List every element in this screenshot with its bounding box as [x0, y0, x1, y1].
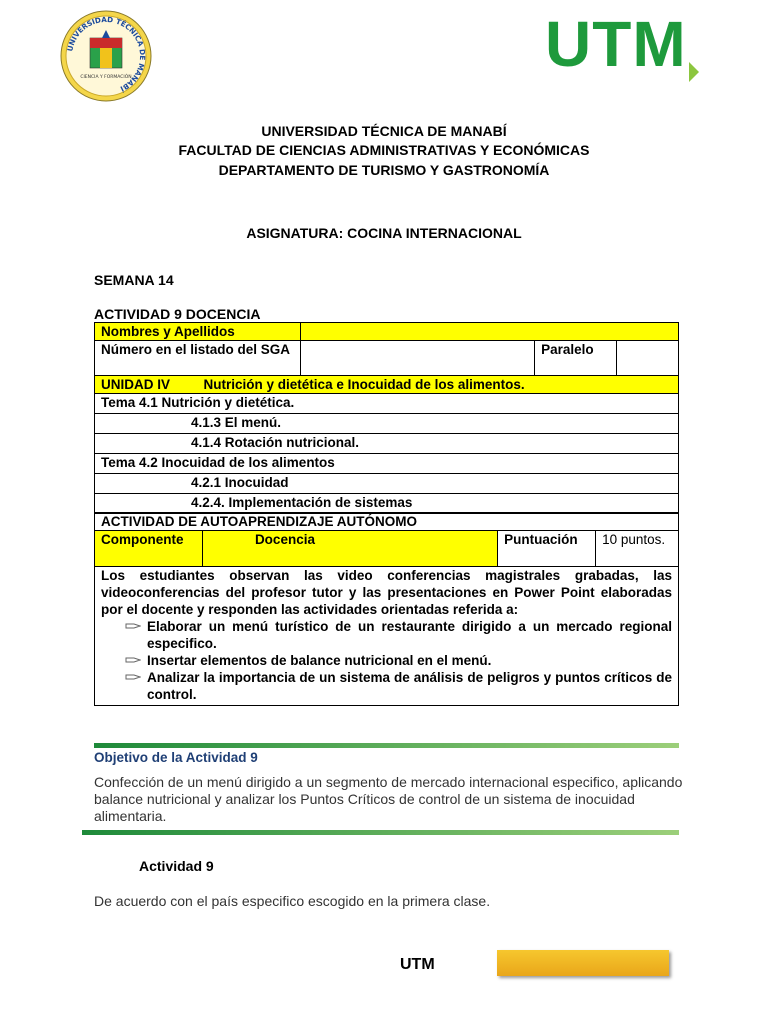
subtopic-row: 4.2.1 Inocuidad [95, 474, 679, 494]
utm-logo-text: UTM [545, 8, 687, 80]
subtopic-row: 4.1.3 El menú. [95, 414, 679, 434]
names-label: Nombres y Apellidos [95, 323, 301, 341]
objective-title: Objetivo de la Actividad 9 [94, 750, 258, 765]
activity-description: Los estudiantes observan las video conferencias magistrales grabadas, las videoconferencias del profesor tutor y las presentaciones en Power Point elaboradas por el docente y responden las actividades orientadas referida a: [101, 568, 672, 617]
score-label: Puntuación [498, 531, 596, 567]
seal-bottom-text: CIENCIA Y FORMACIÓN [80, 75, 132, 80]
pointing-hand-icon [125, 621, 141, 631]
utm-logo [545, 8, 705, 84]
week-label: SEMANA 14 [94, 272, 174, 288]
subtopic-row: 4.2.4. Implementación de sistemas [95, 494, 679, 514]
pointing-hand-icon [125, 672, 141, 682]
names-field[interactable] [300, 323, 678, 341]
unit-table [94, 375, 679, 514]
autonomous-title: ACTIVIDAD DE AUTOAPRENDIZAJE AUTÓNOMO [95, 513, 679, 531]
subtopic-row: 4.1.4 Rotación nutricional. [95, 434, 679, 454]
faculty-name: FACULTAD DE CIENCIAS ADMINISTRATIVAS Y ECONÓMICAS [178, 142, 590, 158]
seal-ring-text: UNIVERSIDAD TÉCNICA DE MANABÍ [65, 14, 148, 94]
number-label: Número en el listado del SGA [95, 341, 301, 376]
bullet-text: Elaborar un menú turístico de un restaurante dirigido a un mercado regional especifico. [147, 619, 672, 651]
unit-row [95, 376, 679, 394]
pointing-hand-icon [125, 655, 141, 665]
university-name: UNIVERSIDAD TÉCNICA DE MANABÍ [261, 123, 507, 139]
topic-row: Tema 4.1 Nutrición y dietética. [95, 394, 679, 414]
autonomous-activity-table [94, 512, 679, 706]
footer-bar [497, 950, 669, 976]
bullet-text: Insertar elementos de balance nutricional en el menú. [147, 653, 492, 668]
score-value: 10 puntos. [596, 531, 679, 567]
divider-top [94, 743, 679, 748]
bullet-item [123, 618, 672, 652]
bullet-item [123, 669, 672, 703]
paralelo-field[interactable] [617, 341, 679, 376]
activity-title: Actividad 9 [139, 858, 214, 874]
department-name: DEPARTAMENTO DE TURISMO Y GASTRONOMÍA [218, 162, 550, 178]
number-field[interactable] [300, 341, 534, 376]
component-value: Docencia [202, 531, 497, 567]
activity-text: De acuerdo con el país especifico escogido en la primera clase. [94, 893, 491, 909]
objective-text: Confección de un menú dirigido a un segmento de mercado internacional especifico, aplicando balance nutricional y analizar los Puntos Críticos de control de un sistema de inocuidad alimentaria. [94, 774, 683, 824]
divider-bottom [82, 830, 679, 835]
topic-row: Tema 4.2 Inocuidad de los alimentos [95, 454, 679, 474]
description-cell [95, 567, 679, 706]
unit-title: Nutrición y dietética e Inocuidad de los alimentos. [203, 377, 525, 392]
logo-leaf-icon [687, 62, 701, 84]
bullet-text: Analizar la importancia de un sistema de análisis de peligros y puntos críticos de control. [147, 670, 672, 702]
activity-heading: ACTIVIDAD 9 DOCENCIA [94, 306, 261, 322]
subject-title: ASIGNATURA: COCINA INTERNACIONAL [246, 225, 522, 241]
paralelo-label: Paralelo [535, 341, 617, 376]
footer-label: UTM [400, 956, 435, 973]
bullet-item [123, 652, 672, 669]
university-seal [60, 10, 152, 102]
component-label: Componente [95, 531, 203, 567]
unit-label: UNIDAD IV [101, 377, 171, 392]
student-info-table [94, 322, 679, 376]
